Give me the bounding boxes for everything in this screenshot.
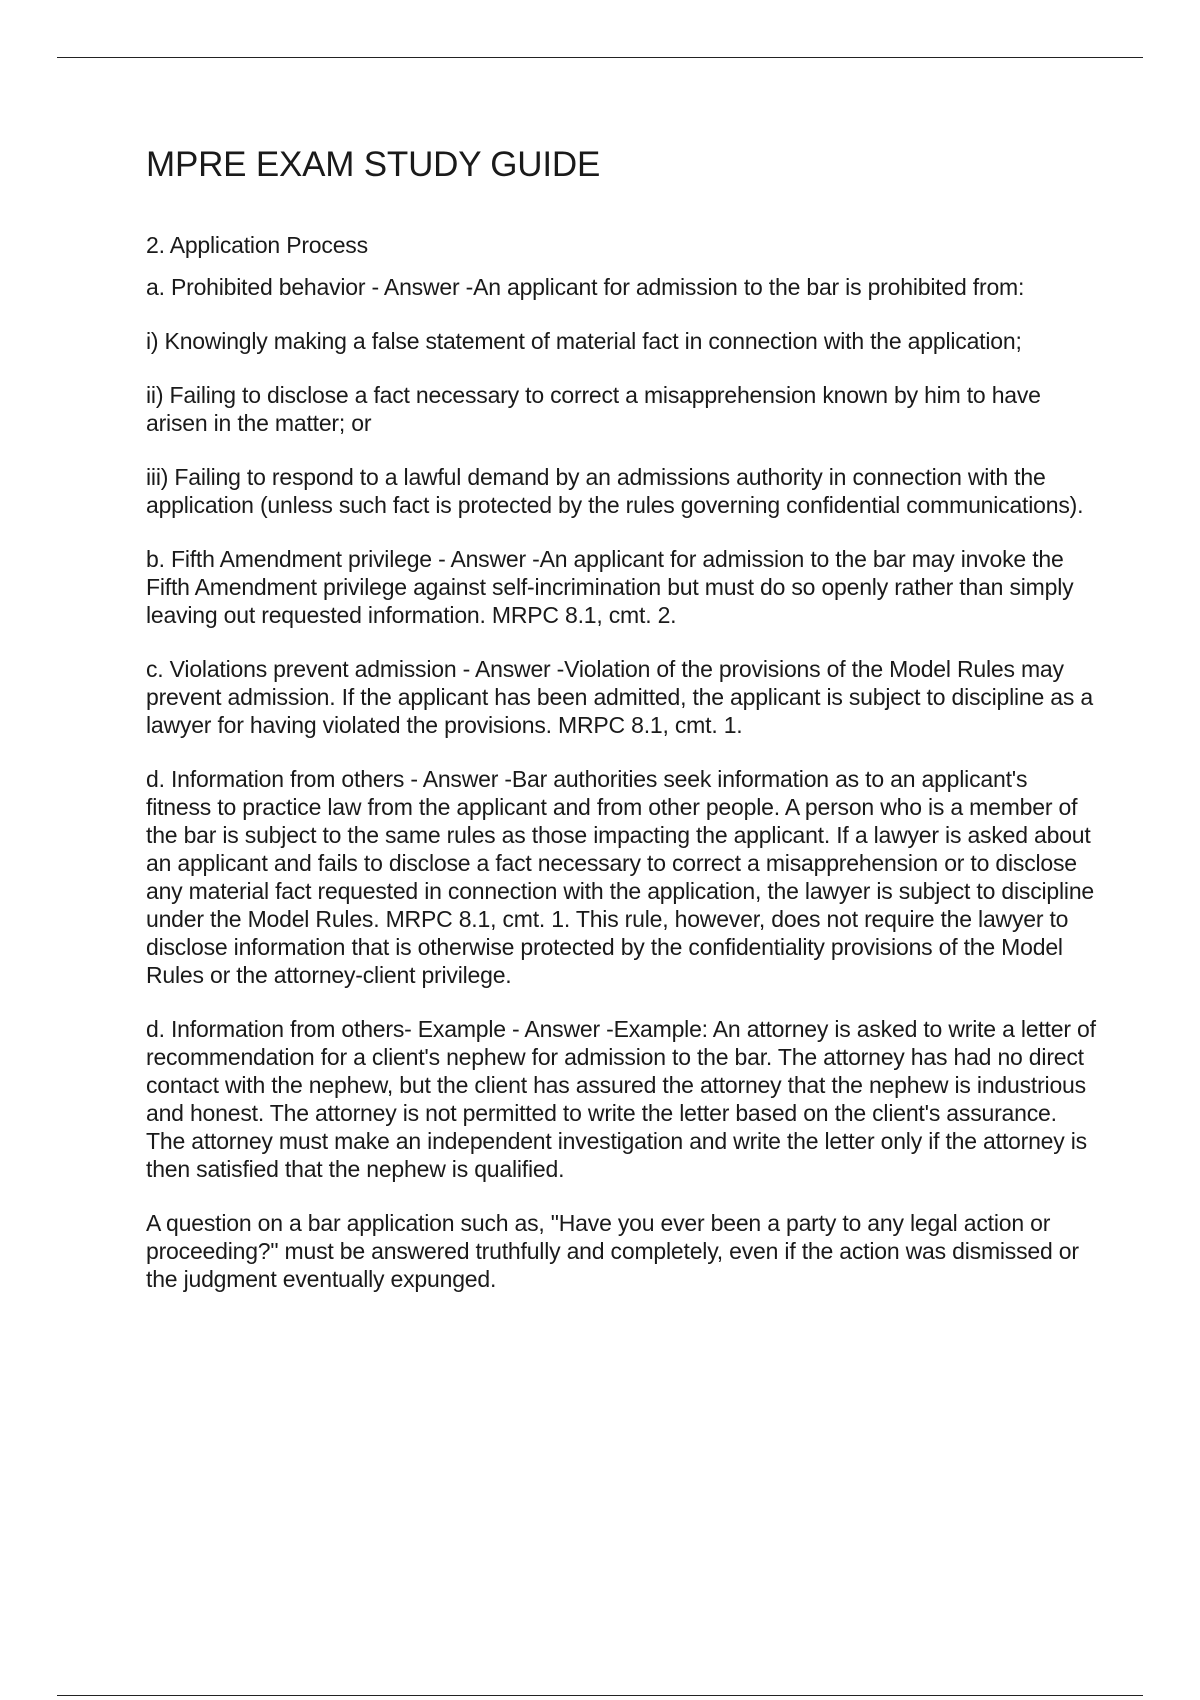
paragraph-item-i: i) Knowingly making a false statement of material fact in connection with the application;: [146, 328, 1022, 354]
paragraph-information-example: d. Information from others- Example - Answer -Example: An attorney is asked to write a letter of recommendation for a client's nephew for admission to the bar. The attorney has had no direct contact with the nephew, but the client has assured the attorney that the nephew is industrious and honest. The attorney is not permitted to write the letter based on the client's assurance. The attorney must make an independent investigation and write the letter only if the attorney is then satisfied that the nephew is qualified.: [146, 1016, 1096, 1182]
paragraph-violations: c. Violations prevent admission - Answer -Violation of the provisions of the Model Rules may prevent admission. If the applicant has been admitted, the applicant is subject to discipline as a lawyer for having violated the provisions. MRPC 8.1, cmt. 1.: [146, 656, 1093, 738]
document-body: [146, 143, 1096, 1319]
top-rule: [57, 57, 1143, 58]
paragraph-bar-question: A question on a bar application such as, "Have you ever been a party to any legal action or proceeding?" must be answered truthfully and completely, even if the action was dismissed or the judgment eventually expunged.: [146, 1210, 1079, 1292]
section-heading: 2. Application Process: [146, 232, 368, 258]
page-title: MPRE EXAM STUDY GUIDE: [146, 145, 601, 184]
paragraph-information-from-others: d. Information from others - Answer -Bar authorities seek information as to an applicant's fitness to practice law from the applicant and from other people. A person who is a member of the bar is subject to the same rules as those impacting the applicant. If a lawyer is asked about an applicant and fails to disclose a fact necessary to correct a misapprehension or to disclose any material fact requested in connection with the application, the lawyer is subject to discipline under the Model Rules. MRPC 8.1, cmt. 1. This rule, however, does not require the lawyer to disclose information that is otherwise protected by the confidentiality provisions of the Model Rules or the attorney-client privilege.: [146, 766, 1095, 988]
paragraph-fifth-amendment: b. Fifth Amendment privilege - Answer -An applicant for admission to the bar may invoke the Fifth Amendment privilege against self-incrimination but must do so openly rather than simply leaving out requested information. MRPC 8.1, cmt. 2.: [146, 546, 1074, 628]
paragraph-item-ii: ii) Failing to disclose a fact necessary to correct a misapprehension known by him to have arisen in the matter; or: [146, 382, 1041, 436]
paragraph-prohibited-behavior: a. Prohibited behavior - Answer -An applicant for admission to the bar is prohibited from:: [146, 274, 1025, 300]
bottom-rule: [57, 1695, 1143, 1696]
paragraph-item-iii: iii) Failing to respond to a lawful demand by an admissions authority in connection with the application (unless such fact is protected by the rules governing confidential communications).: [146, 464, 1084, 518]
